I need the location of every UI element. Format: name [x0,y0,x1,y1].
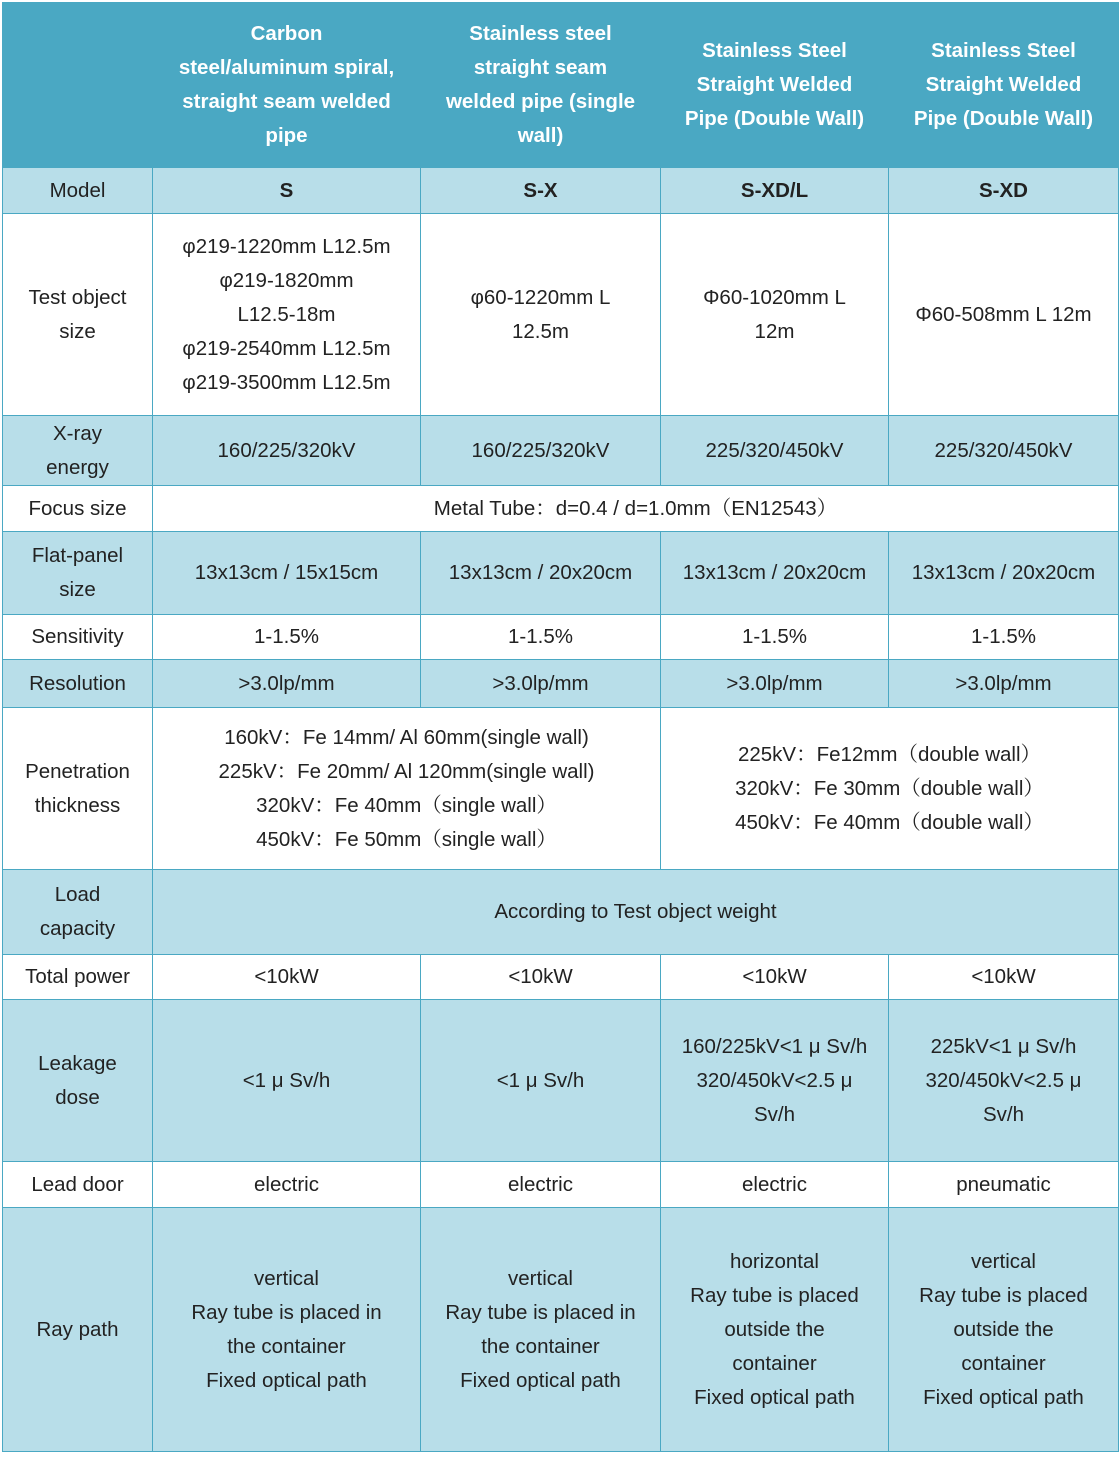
xray-energy-sx: 160/225/320kV [421,416,661,486]
row-label-flat-panel-size: Flat-panel size [3,532,153,615]
spec-table [2,2,1119,1452]
row-model [3,168,1119,214]
row-lead-door [3,1162,1119,1208]
header-col-sx: Stainless steel straight seam welded pipe (single wall) [421,3,661,168]
resolution-s: >3.0lp/mm [153,660,421,708]
row-label-test-object-size: Test object size [3,214,153,416]
row-label-sensitivity: Sensitivity [3,615,153,660]
lead-door-sxdl: electric [661,1162,889,1208]
total-power-sx: <10kW [421,955,661,1000]
lead-door-sx: electric [421,1162,661,1208]
flat-panel-size-s: 13x13cm / 15x15cm [153,532,421,615]
model-sxdl: S-XD/L [661,168,889,214]
leakage-dose-sx: <1 μ Sv/h [421,1000,661,1162]
row-flat-panel-size [3,532,1119,615]
row-penetration-thickness [3,708,1119,870]
row-focus-size [3,486,1119,532]
header-col-sxd: Stainless Steel Straight Welded Pipe (Double Wall) [889,3,1119,168]
row-label-xray-energy: X-ray energy [3,416,153,486]
header-row [3,3,1119,168]
resolution-sxd: >3.0lp/mm [889,660,1119,708]
flat-panel-size-sx: 13x13cm / 20x20cm [421,532,661,615]
resolution-sx: >3.0lp/mm [421,660,661,708]
row-label-lead-door: Lead door [3,1162,153,1208]
leakage-dose-sxd: 225kV<1 μ Sv/h 320/450kV<2.5 μ Sv/h [889,1000,1119,1162]
row-resolution [3,660,1119,708]
header-col-s: Carbon steel/aluminum spiral, straight seam welded pipe [153,3,421,168]
model-sx: S-X [421,168,661,214]
model-s: S [153,168,421,214]
header-col-sxdl: Stainless Steel Straight Welded Pipe (Double Wall) [661,3,889,168]
sensitivity-sxd: 1-1.5% [889,615,1119,660]
ray-path-sxdl: horizontal Ray tube is placed outside the container Fixed optical path [661,1208,889,1452]
total-power-sxdl: <10kW [661,955,889,1000]
row-test-object-size [3,214,1119,416]
flat-panel-size-sxd: 13x13cm / 20x20cm [889,532,1119,615]
penetration-double-wall: 225kV：Fe12mm（double wall） 320kV：Fe 30mm（double wall） 450kV：Fe 40mm（double wall） [661,708,1119,870]
ray-path-s: vertical Ray tube is placed in the container Fixed optical path [153,1208,421,1452]
leakage-dose-s: <1 μ Sv/h [153,1000,421,1162]
load-capacity-value: According to Test object weight [153,870,1119,955]
test-object-size-s: φ219-1220mm L12.5m φ219-1820mm L12.5-18m φ219-2540mm L12.5m φ219-3500mm L12.5m [153,214,421,416]
row-sensitivity [3,615,1119,660]
xray-energy-sxdl: 225/320/450kV [661,416,889,486]
row-label-load-capacity: Load capacity [3,870,153,955]
row-ray-path [3,1208,1119,1452]
total-power-s: <10kW [153,955,421,1000]
flat-panel-size-sxdl: 13x13cm / 20x20cm [661,532,889,615]
row-label-ray-path: Ray path [3,1208,153,1452]
row-label-resolution: Resolution [3,660,153,708]
focus-size-value: Metal Tube：d=0.4 / d=1.0mm（EN12543） [153,486,1119,532]
row-total-power [3,955,1119,1000]
row-label-focus-size: Focus size [3,486,153,532]
test-object-size-sxd: Φ60-508mm L 12m [889,214,1119,416]
leakage-dose-sxdl: 160/225kV<1 μ Sv/h 320/450kV<2.5 μ Sv/h [661,1000,889,1162]
lead-door-sxd: pneumatic [889,1162,1119,1208]
sensitivity-sx: 1-1.5% [421,615,661,660]
sensitivity-sxdl: 1-1.5% [661,615,889,660]
xray-energy-sxd: 225/320/450kV [889,416,1119,486]
test-object-size-sxdl: Φ60-1020mm L 12m [661,214,889,416]
ray-path-sxd: vertical Ray tube is placed outside the container Fixed optical path [889,1208,1119,1452]
lead-door-s: electric [153,1162,421,1208]
ray-path-sx: vertical Ray tube is placed in the container Fixed optical path [421,1208,661,1452]
total-power-sxd: <10kW [889,955,1119,1000]
header-corner-cell [3,3,153,168]
row-leakage-dose [3,1000,1119,1162]
row-label-model: Model [3,168,153,214]
row-label-penetration-thickness: Penetration thickness [3,708,153,870]
row-load-capacity [3,870,1119,955]
resolution-sxdl: >3.0lp/mm [661,660,889,708]
xray-energy-s: 160/225/320kV [153,416,421,486]
row-label-leakage-dose: Leakage dose [3,1000,153,1162]
test-object-size-sx: φ60-1220mm L 12.5m [421,214,661,416]
row-xray-energy [3,416,1119,486]
model-sxd: S-XD [889,168,1119,214]
penetration-single-wall: 160kV：Fe 14mm/ Al 60mm(single wall) 225kV：Fe 20mm/ Al 120mm(single wall) 320kV：Fe 40mm（single wall） 450kV：Fe 50mm（single wall） [153,708,661,870]
row-label-total-power: Total power [3,955,153,1000]
sensitivity-s: 1-1.5% [153,615,421,660]
